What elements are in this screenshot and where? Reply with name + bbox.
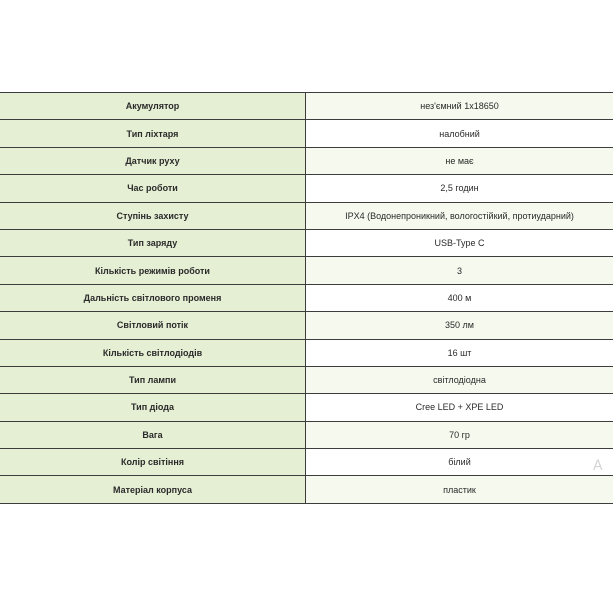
table-row — [0, 175, 613, 202]
edge-watermark: A — [593, 458, 603, 474]
spec-label: Ступінь захисту — [0, 202, 306, 229]
table-row — [0, 229, 613, 256]
spec-value: налобний — [306, 120, 613, 147]
spec-value: 3 — [306, 257, 613, 284]
table-row — [0, 449, 613, 476]
spec-label: Світловий потік — [0, 312, 306, 339]
spec-label: Кількість світлодіодів — [0, 339, 306, 366]
spec-value: не має — [306, 147, 613, 174]
spec-label: Тип заряду — [0, 229, 306, 256]
table-row — [0, 339, 613, 366]
spec-value: Cree LED + XPE LED — [306, 394, 613, 421]
spec-label: Колір світіння — [0, 449, 306, 476]
spec-value: пластик — [306, 476, 613, 503]
table-row — [0, 120, 613, 147]
table-row — [0, 312, 613, 339]
spec-value: світлодіодна — [306, 366, 613, 393]
table-row — [0, 93, 613, 120]
spec-label: Тип діода — [0, 394, 306, 421]
spec-value: 2,5 годин — [306, 175, 613, 202]
table-row — [0, 366, 613, 393]
table-row — [0, 147, 613, 174]
spec-label: Датчик руху — [0, 147, 306, 174]
table-row — [0, 257, 613, 284]
spec-table — [0, 92, 613, 504]
spec-value: нез'ємний 1х18650 — [306, 93, 613, 120]
table-row — [0, 421, 613, 448]
spec-label: Матеріал корпуса — [0, 476, 306, 503]
spec-value: білий — [306, 449, 613, 476]
table-row — [0, 394, 613, 421]
spec-value: USB-Type C — [306, 229, 613, 256]
spec-label: Тип ліхтаря — [0, 120, 306, 147]
spec-label: Акумулятор — [0, 93, 306, 120]
spec-value: 70 гр — [306, 421, 613, 448]
table-row — [0, 284, 613, 311]
spec-label: Тип лампи — [0, 366, 306, 393]
spec-value: 350 лм — [306, 312, 613, 339]
spec-label: Дальність світлового променя — [0, 284, 306, 311]
spec-value: IPX4 (Водонепроникний, вологостійкий, протиударний) — [306, 202, 613, 229]
spec-label: Вага — [0, 421, 306, 448]
spec-value: 16 шт — [306, 339, 613, 366]
table-row — [0, 476, 613, 503]
spec-label: Кількість режимів роботи — [0, 257, 306, 284]
spec-label: Час роботи — [0, 175, 306, 202]
spec-value: 400 м — [306, 284, 613, 311]
table-row — [0, 202, 613, 229]
